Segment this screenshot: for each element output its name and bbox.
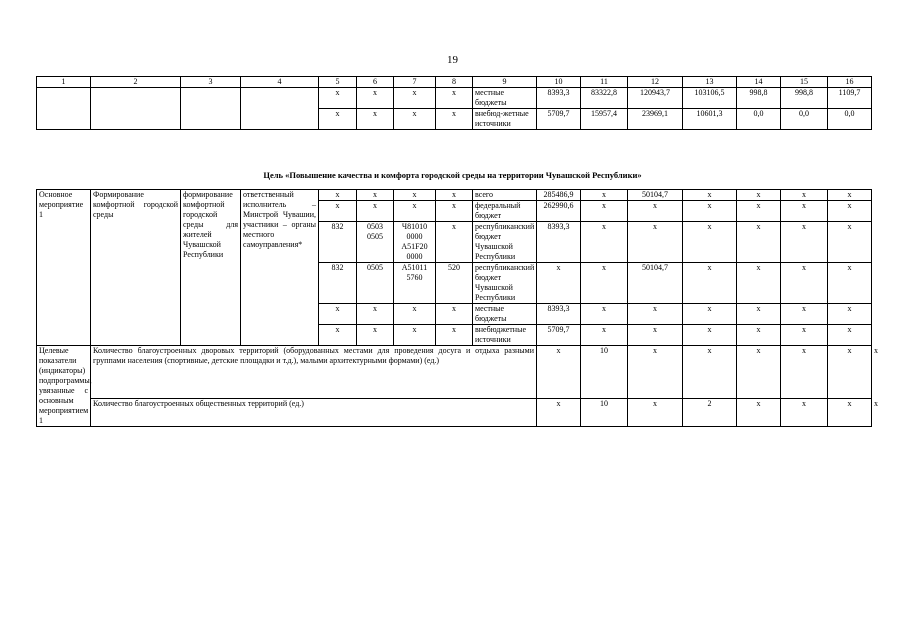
column-number-header: 16: [828, 77, 872, 88]
column-number-header: 14: [737, 77, 781, 88]
cell: х: [394, 109, 436, 130]
cell-source: республиканский бюджет Чувашской Республики: [473, 263, 537, 304]
table-row: [37, 190, 872, 201]
cell: х: [683, 222, 737, 263]
indicator-text-cell: Количество благоустроенных общественных территорий (ед.): [91, 399, 537, 427]
cell: 2: [683, 399, 737, 427]
cell: х: [628, 222, 683, 263]
cell: 998,8: [737, 88, 781, 109]
cell: х: [781, 304, 828, 325]
cell: Ч81010 0000 А51F20 0000: [394, 222, 436, 263]
cell: х: [537, 346, 581, 399]
cell-source: федеральный бюджет: [473, 201, 537, 222]
column-number-header: 9: [473, 77, 537, 88]
column-number-header: 4: [241, 77, 319, 88]
cell: х: [436, 109, 473, 130]
cell: 8393,3: [537, 304, 581, 325]
cell: х: [436, 201, 473, 222]
column-number-header: 2: [91, 77, 181, 88]
column-number-header: 11: [581, 77, 628, 88]
cell: 10: [581, 399, 628, 427]
column-number-header: 3: [181, 77, 241, 88]
cell: х: [737, 222, 781, 263]
cell: х: [357, 201, 394, 222]
cell: х: [436, 190, 473, 201]
cell: х: [394, 304, 436, 325]
cell: х: [737, 201, 781, 222]
cell: х: [628, 346, 683, 399]
cell: х: [683, 201, 737, 222]
cell: 23969,1: [628, 109, 683, 130]
table-row: Количество благоустроенных общественных территорий (ед.) х 10 х 2 х х х х: [37, 399, 872, 427]
cell: х: [828, 304, 872, 325]
cell: 83322,8: [581, 88, 628, 109]
cell: 0503 0505: [357, 222, 394, 263]
cell: х: [828, 190, 872, 201]
table-row: [37, 88, 872, 109]
cell: х: [357, 190, 394, 201]
cell: х: [581, 190, 628, 201]
cell: х: [828, 399, 872, 427]
cell: 8393,3: [537, 222, 581, 263]
cell-empty: [181, 88, 241, 130]
cell: х: [737, 263, 781, 304]
cell: х: [357, 304, 394, 325]
cell: 15957,4: [581, 109, 628, 130]
cell: х: [781, 325, 828, 346]
cell: х: [737, 346, 781, 399]
cell: х: [319, 109, 357, 130]
cell: х: [581, 325, 628, 346]
column-number-header: 6: [357, 77, 394, 88]
cell: х: [436, 88, 473, 109]
indicators-label-cell: Целевые показатели (индикаторы) подпрограммы, увязанные с основным мероприятием 1: [37, 346, 91, 427]
column-number-header: 12: [628, 77, 683, 88]
cell: 832: [319, 222, 357, 263]
cell: х: [737, 190, 781, 201]
main-c4-cell: ответственный исполнитель – Минстрой Чувашии, участники – органы местного самоуправления*: [241, 190, 319, 346]
column-number-header: 13: [683, 77, 737, 88]
cell: х: [683, 263, 737, 304]
cell: х: [319, 201, 357, 222]
cell: 50104,7: [628, 263, 683, 304]
cell: 103106,5: [683, 88, 737, 109]
cell: х: [394, 201, 436, 222]
cell: х: [628, 399, 683, 427]
cell: 120943,7: [628, 88, 683, 109]
cell: 5709,7: [537, 325, 581, 346]
goal-title: Цель «Повышение качества и комфорта городской среды на территории Чувашской Республики»: [263, 170, 642, 180]
cell: х: [683, 346, 737, 399]
cell-source: местные бюджеты: [473, 88, 537, 109]
cell: х: [828, 325, 872, 346]
table-main-part: [36, 189, 878, 427]
cell: х: [394, 325, 436, 346]
main-c1-cell: Основное мероприятие 1: [37, 190, 91, 346]
cell: 832: [319, 263, 357, 304]
cell-empty: [91, 88, 181, 130]
cell: х: [683, 325, 737, 346]
cell: х: [319, 325, 357, 346]
main-c2-cell: Формирование комфортной городской среды: [91, 190, 181, 346]
cell: 10: [581, 346, 628, 399]
cell: 50104,7: [628, 190, 683, 201]
cell: х: [581, 263, 628, 304]
cell: 0,0: [737, 109, 781, 130]
cell: х: [628, 304, 683, 325]
column-number-header: 10: [537, 77, 581, 88]
cell: х: [683, 190, 737, 201]
cell: х: [781, 201, 828, 222]
cell: 10601,3: [683, 109, 737, 130]
cell: х: [581, 304, 628, 325]
table-top-part: [36, 76, 872, 130]
indicator-text-cell: Количество благоустроенных дворовых территорий (оборудованных местами для проведения досуга и отдыха разными группами населения (спортивные, детские площадки и т.д.), малыми архитектурными формами) (ед.): [91, 346, 537, 399]
column-number-header: 7: [394, 77, 436, 88]
cell: х: [394, 88, 436, 109]
column-number-header: 15: [781, 77, 828, 88]
cell: х: [436, 222, 473, 263]
cell: 998,8: [781, 88, 828, 109]
cell: х: [781, 222, 828, 263]
column-number-header: 1: [37, 77, 91, 88]
cell: 0505: [357, 263, 394, 304]
cell: х: [319, 88, 357, 109]
cell: х: [781, 263, 828, 304]
cell-empty: [241, 88, 319, 130]
cell: х: [357, 88, 394, 109]
cell: х: [436, 325, 473, 346]
cell: 8393,3: [537, 88, 581, 109]
cell: х: [436, 304, 473, 325]
cell: х: [537, 399, 581, 427]
cell-source: всего: [473, 190, 537, 201]
table-row: Целевые показатели (индикаторы) подпрограммы, увязанные с основным мероприятием 1 Количество благоустроенных дворовых территорий (оборудованных местами для проведения досуга и отдыха разными группами населения (спортивные, детские площадки и т.д.), малыми архитектурными формами) (ед.) х 10 х х х х х х: [37, 346, 872, 399]
cell: х: [628, 325, 683, 346]
cell: х: [828, 346, 872, 399]
cell: х: [628, 201, 683, 222]
cell: х: [737, 399, 781, 427]
cell: 5709,7: [537, 109, 581, 130]
cell: х: [737, 325, 781, 346]
cell-source: внебюд-жетные источники: [473, 109, 537, 130]
cell: 520: [436, 263, 473, 304]
cell: х: [828, 263, 872, 304]
cell: х: [737, 304, 781, 325]
cell: х: [319, 190, 357, 201]
cell: х: [319, 304, 357, 325]
cell: х: [537, 263, 581, 304]
cell: х: [357, 109, 394, 130]
cell-source: местные бюджеты: [473, 304, 537, 325]
cell: х: [683, 304, 737, 325]
main-c3-cell: формирование комфортной городской среды для жителей Чувашской Республики: [181, 190, 241, 346]
cell: х: [781, 346, 828, 399]
cell: 262990,6: [537, 201, 581, 222]
cell: 285486,9: [537, 190, 581, 201]
cell: х: [781, 190, 828, 201]
cell: х: [828, 201, 872, 222]
column-number-row: [37, 77, 872, 88]
column-number-header: 8: [436, 77, 473, 88]
cell-empty: [37, 88, 91, 130]
cell: х: [581, 222, 628, 263]
cell: х: [581, 201, 628, 222]
cell: 0,0: [828, 109, 872, 130]
cell: 1109,7: [828, 88, 872, 109]
cell: х: [394, 190, 436, 201]
cell-source: внебюджетные источники: [473, 325, 537, 346]
cell-source: республиканский бюджет Чувашской Республики: [473, 222, 537, 263]
cell: х: [828, 222, 872, 263]
cell: х: [357, 325, 394, 346]
cell: А51011 5760: [394, 263, 436, 304]
column-number-header: 5: [319, 77, 357, 88]
cell: 0,0: [781, 109, 828, 130]
cell: х: [781, 399, 828, 427]
page-number: 19: [447, 54, 458, 66]
